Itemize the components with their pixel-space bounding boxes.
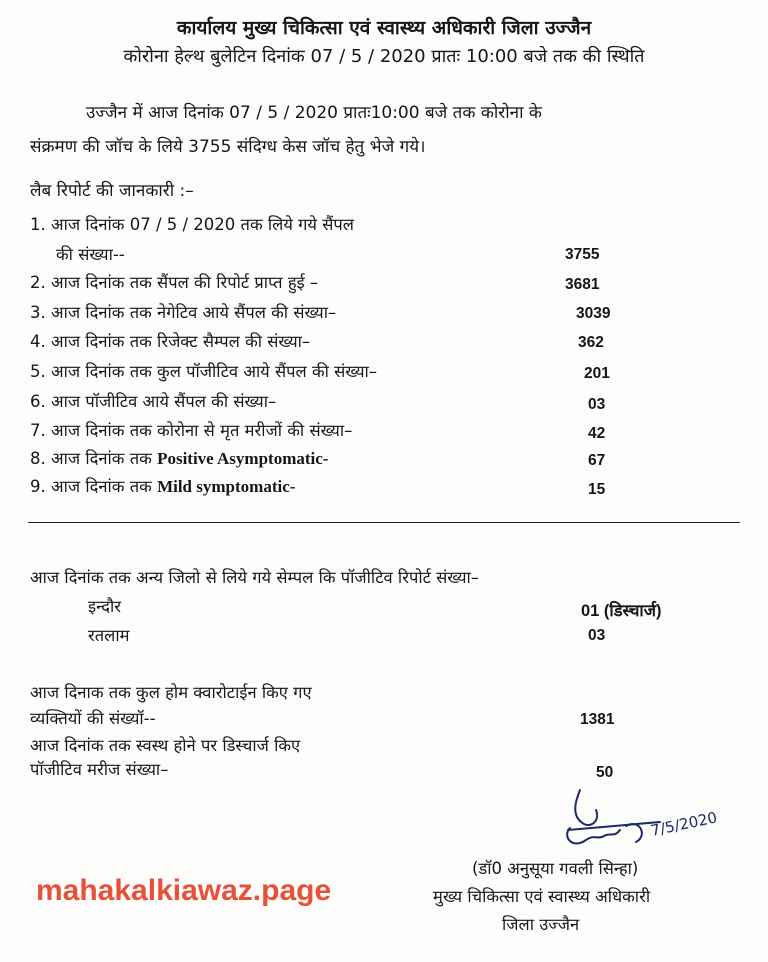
intro-line-2: संक्रमण की जॉच के लिये 3755 संदिग्ध केस जॉच हेतु भेजे गये। <box>30 137 426 157</box>
lab-item-8-label-hi: 8. आज दिनांक तक <box>30 449 152 468</box>
lab-item-5-value: 201 <box>584 365 610 382</box>
lab-item-3-value: 3039 <box>576 305 611 322</box>
lab-item-1-label: 1. आज दिनांक 07 / 5 / 2020 तक लिये गये सैंपल <box>30 215 354 234</box>
bulletin-title: कोरोना हेल्थ बुलेटिन दिनांक 07 / 5 / 2020 प्रातः 10:00 बजे तक की स्थिति <box>123 46 645 67</box>
lab-item-6-value: 03 <box>588 396 606 413</box>
lab-item-6-label: 6. आज पॉजीटिव आये सैंपल की संख्या– <box>30 392 277 411</box>
lab-item-1-value: 3755 <box>565 246 600 263</box>
signatory-district: जिला उज्जैन <box>502 915 580 934</box>
signatory-name: (डॉ0 अनुसूया गवली सिन्हा) <box>472 859 639 878</box>
signature-date: 7/5/2020 <box>649 808 719 840</box>
lab-item-4-label: 4. आज दिनांक तक रिजेक्ट सैम्पल की संख्या– <box>30 332 311 351</box>
intro-line-1: उज्जैन में आज दिनांक 07 / 5 / 2020 प्रातः10:00 बजे तक कोरोना के <box>86 103 542 123</box>
lab-item-2-value: 3681 <box>565 276 600 293</box>
district-indore-name: इन्दौर <box>88 597 121 616</box>
district-ratlam-value: 03 <box>588 627 606 644</box>
lab-report-heading: लैब रिपोर्ट की जानकारी :– <box>30 181 194 201</box>
lab-item-8-value: 67 <box>588 452 606 469</box>
home-quarantine-line-2: व्यक्तियों की संख्यॉ-- <box>30 709 156 728</box>
watermark-text: mahakalkiawaz.page <box>36 874 332 907</box>
lab-item-3-label: 3. आज दिनांक तक नेगेटिव आये सैंपल की संख्या– <box>30 303 337 322</box>
lab-item-1-label-cont: की संख्या-- <box>56 245 125 264</box>
office-title: कार्यालय मुख्य चिकित्सा एवं स्वास्थ्य अधिकारी जिला उज्जैन <box>176 17 592 39</box>
lab-item-9-value: 15 <box>588 481 606 498</box>
section-divider <box>28 522 740 523</box>
signatory-designation: मुख्य चिकित्सा एवं स्वास्थ्य अधिकारी <box>433 887 651 906</box>
discharged-line-1: आज दिनांक तक स्वस्थ होने पर डिस्चार्ज किए <box>30 736 301 755</box>
other-districts-heading: आज दिनांक तक अन्य जिलो से लिये गये सेम्पल कि पॉजीटिव रिपोर्ट संख्या– <box>30 568 480 587</box>
lab-item-9-label-en: Mild symptomatic- <box>157 477 296 496</box>
lab-item-7-value: 42 <box>588 425 606 442</box>
lab-item-4-value: 362 <box>578 334 604 351</box>
home-quarantine-line-1: आज दिनाक तक कुल होम क्वारोटाईन किए गए <box>30 683 312 702</box>
discharged-line-2: पॉजीटिव मरीज संख्या– <box>30 760 169 779</box>
lab-item-8-label-en: Positive Asymptomatic- <box>157 449 329 468</box>
lab-item-9-label-hi: 9. आज दिनांक तक <box>30 477 152 496</box>
lab-item-9-label <box>30 474 295 497</box>
district-indore-value: 01 (डिस्चार्ज) <box>581 602 662 620</box>
home-quarantine-value: 1381 <box>580 711 615 728</box>
discharged-value: 50 <box>596 764 614 781</box>
lab-item-7-label: 7. आज दिनांक तक कोरोना से मृत मरीजों की संख्या– <box>30 421 353 440</box>
lab-item-8-label <box>30 446 328 469</box>
lab-item-2-label: 2. आज दिनांक तक सैंपल की रिपोर्ट प्राप्त हुई – <box>30 273 319 292</box>
lab-item-5-label: 5. आज दिनांक तक कुल पॉजीटिव आये सैंपल की संख्या– <box>30 362 378 381</box>
district-ratlam-name: रतलाम <box>88 626 130 645</box>
